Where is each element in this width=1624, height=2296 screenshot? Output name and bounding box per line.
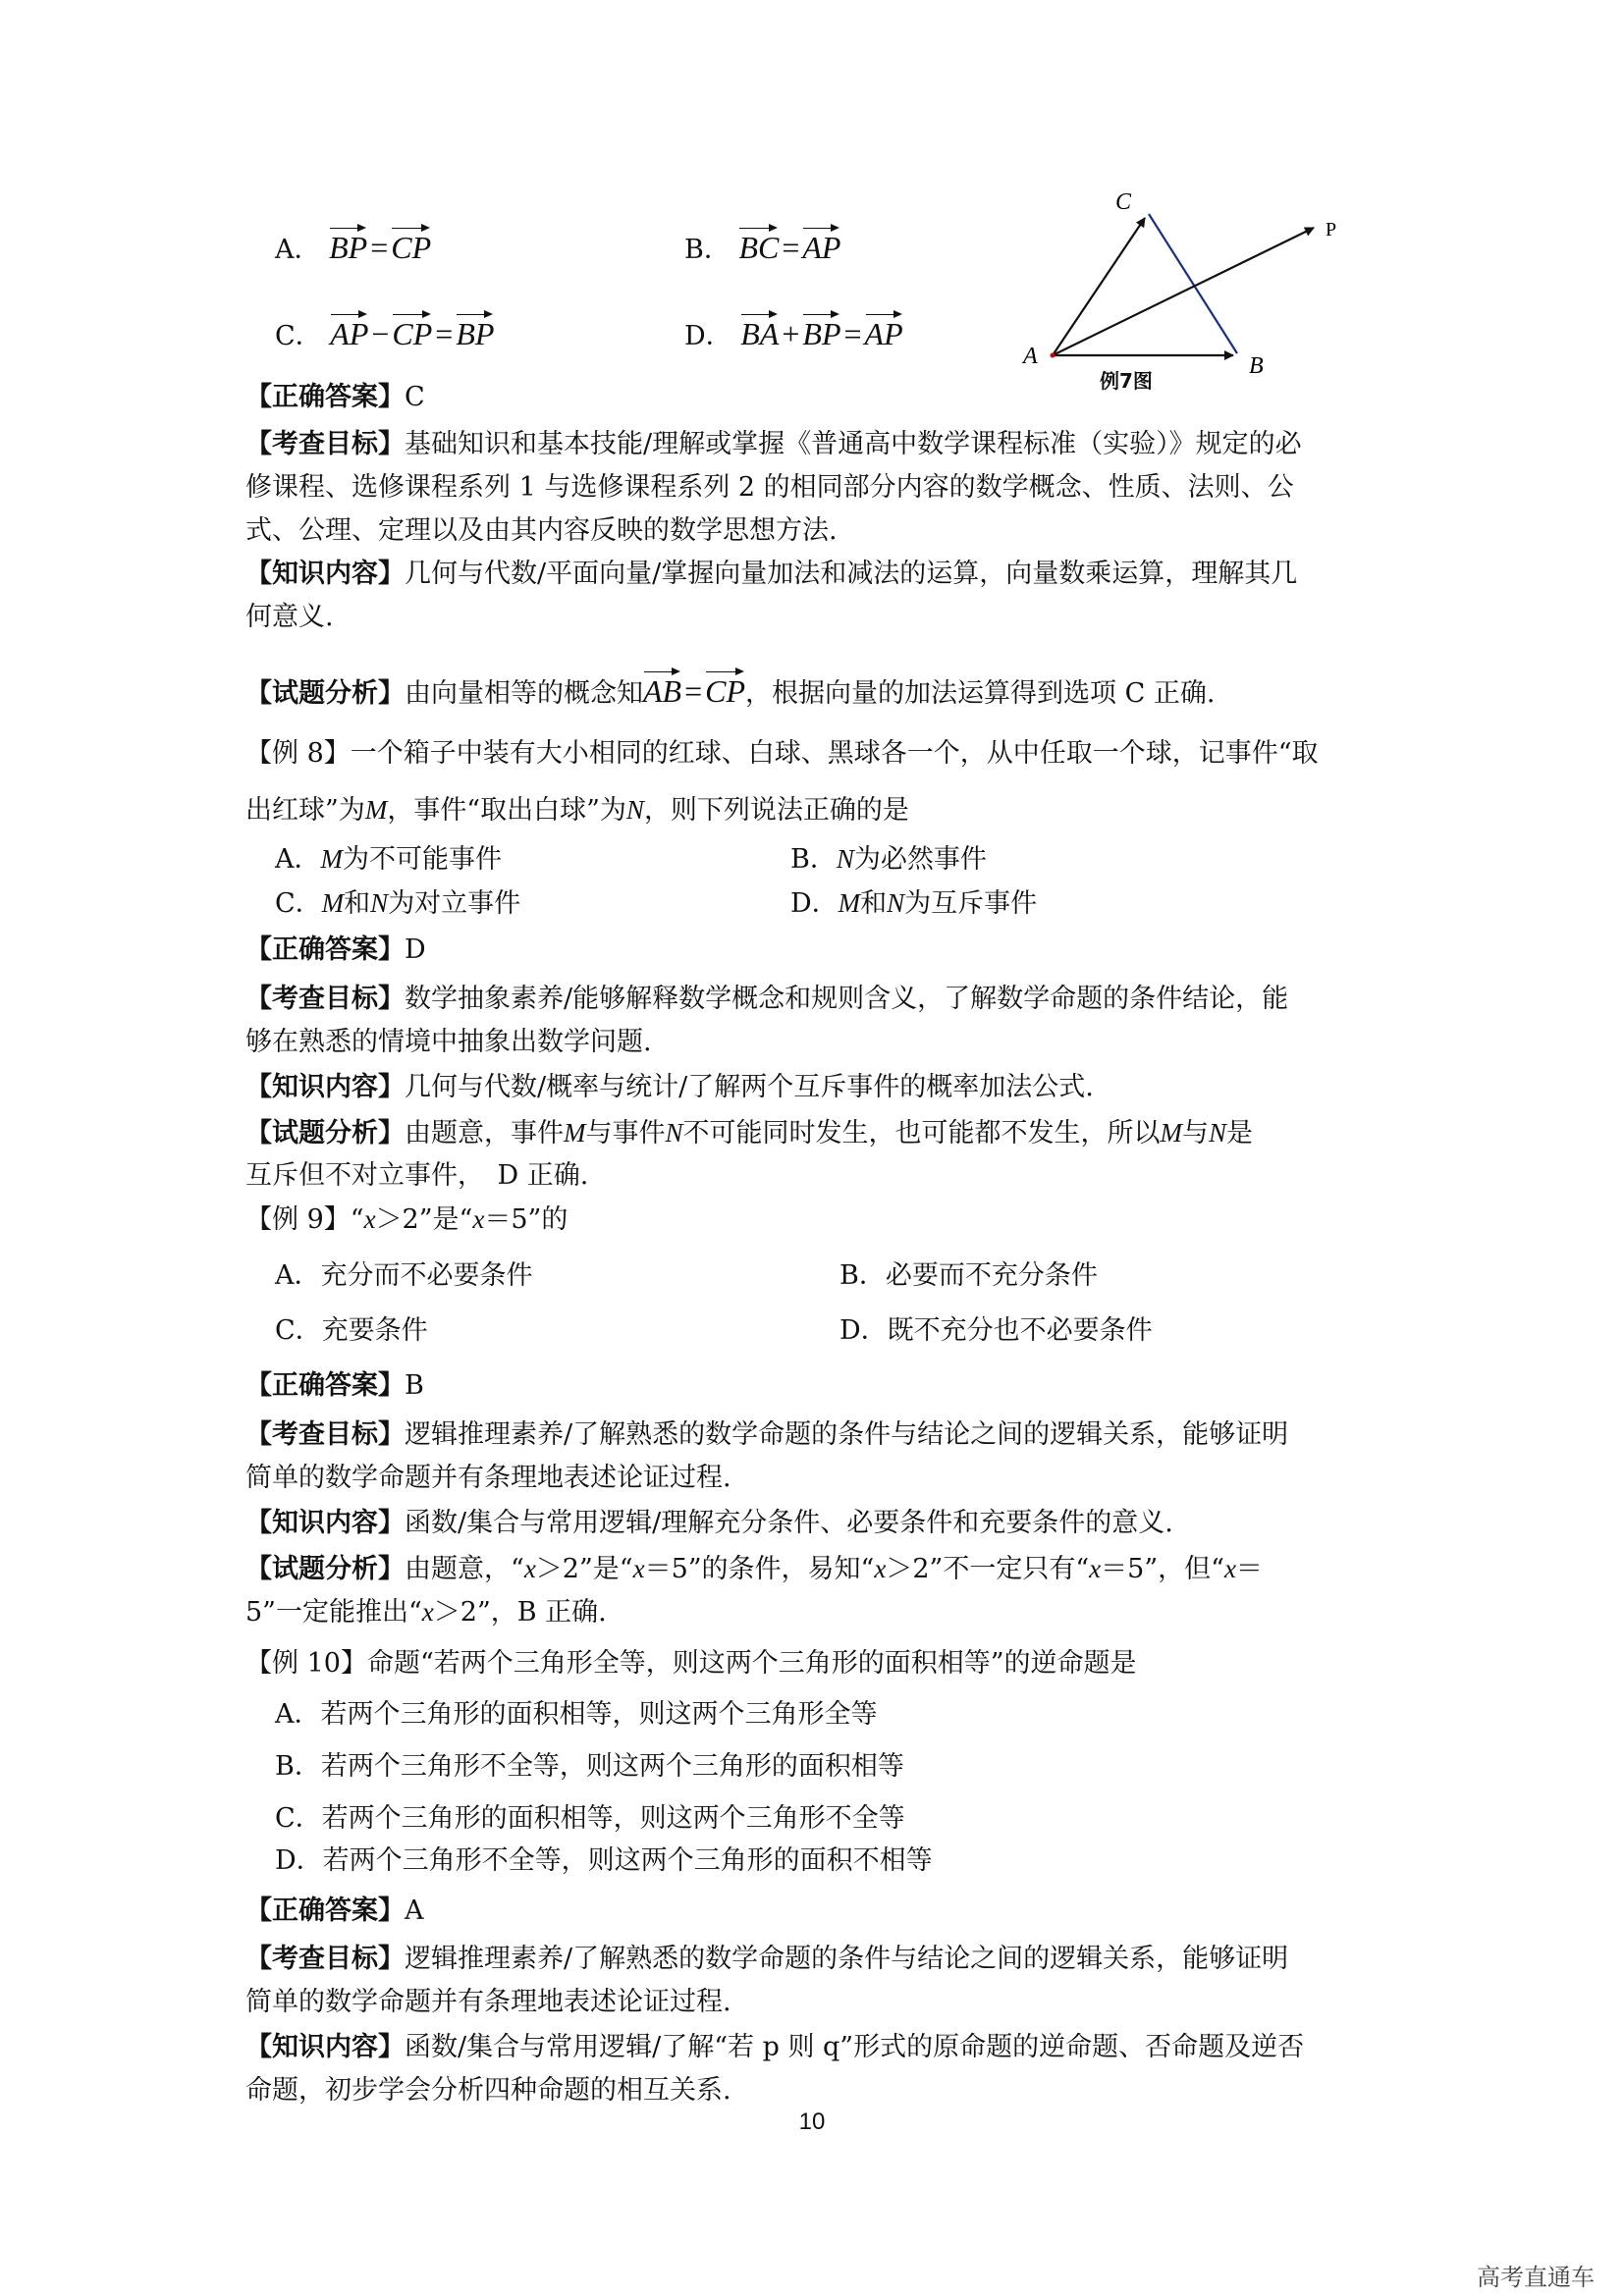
point-a-label: A bbox=[1023, 344, 1038, 369]
q7-goal-line1: 【考查目标】基础知识和基本技能/理解或掌握《普通高中数学课程标准（实验）》规定的必 bbox=[245, 429, 1302, 459]
q8-goal-line1: 【考查目标】数学抽象素养/能够解释数学概念和规则含义，了解数学命题的条件结论，能 bbox=[245, 984, 1289, 1014]
q10-option-a: A．若两个三角形的面积相等，则这两个三角形全等 bbox=[275, 1699, 878, 1730]
q8-analysis-line2: 互斥但不对立事件， D 正确. bbox=[245, 1160, 589, 1191]
page-number: 10 bbox=[798, 2109, 826, 2135]
q7-goal-line3: 式、公理、定理以及由其内容反映的数学思想方法. bbox=[245, 515, 838, 546]
vector: AP bbox=[865, 310, 903, 351]
q10-goal-line2: 简单的数学命题并有条理地表述论证过程. bbox=[245, 1987, 731, 2017]
q8-option-d: D．M和N为互斥事件 bbox=[790, 888, 1038, 919]
q8-option-a: A．M为不可能事件 bbox=[275, 844, 502, 875]
triangle-vector-figure bbox=[1001, 177, 1355, 373]
figure-caption: 例7图 bbox=[1100, 369, 1153, 393]
q9-analysis-line2: 5”一定能推出“x＞2”，B 正确. bbox=[245, 1597, 607, 1628]
q7-knowledge-line2: 何意义. bbox=[245, 602, 334, 632]
q10-stem: 【例 10】命题“若两个三角形全等，则这两个三角形的面积相等”的逆命题是 bbox=[245, 1648, 1137, 1679]
q7-analysis: 【试题分析】由向量相等的概念知AB=CP，根据向量的加法运算得到选项 C 正确. bbox=[245, 667, 1394, 714]
q10-knowledge-line1: 【知识内容】函数/集合与常用逻辑/了解“若 p 则 q”形式的原命题的逆命题、否命题及逆否 bbox=[245, 2032, 1305, 2062]
watermark: 高考直通车 bbox=[1477, 2264, 1595, 2291]
vector: BP bbox=[456, 310, 494, 351]
q8-stem-line1: 【例 8】一个箱子中装有大小相同的红球、白球、黑球各一个，从中任取一个球，记事件“取 bbox=[245, 738, 1319, 769]
q8-stem-line2: 出红球”为M，事件“取出白球”为N，则下列说法正确的是 bbox=[245, 795, 909, 826]
q8-goal-line2: 够在熟悉的情境中抽象出数学问题. bbox=[245, 1027, 652, 1057]
q7-option-a: A． BP=CP bbox=[275, 224, 431, 270]
q8-analysis-line1: 【试题分析】由题意，事件M与事件N不可能同时发生，也可能都不发生，所以M与N是 bbox=[245, 1118, 1254, 1148]
q9-option-c: C．充要条件 bbox=[275, 1315, 428, 1346]
segment-cb bbox=[1149, 214, 1237, 353]
q7-option-b: B． BC=AP bbox=[684, 224, 840, 270]
q9-goal-line2: 简单的数学命题并有条理地表述论证过程. bbox=[245, 1463, 731, 1493]
q7-knowledge-line1: 【知识内容】几何与代数/平面向量/掌握向量加法和减法的运算，向量数乘运算，理解其几 bbox=[245, 559, 1298, 589]
q9-option-b: B．必要而不充分条件 bbox=[839, 1260, 1098, 1291]
point-a bbox=[1051, 353, 1056, 358]
point-c-label: C bbox=[1115, 189, 1132, 215]
q8-option-b: B．N为必然事件 bbox=[790, 844, 987, 875]
q8-answer: 【正确答案】D bbox=[245, 934, 426, 965]
q9-goal-line1: 【考查目标】逻辑推理素养/了解熟悉的数学命题的条件与结论之间的逻辑关系，能够证明 bbox=[245, 1419, 1289, 1450]
q10-option-d: D．若两个三角形不全等，则这两个三角形的面积不相等 bbox=[275, 1845, 933, 1876]
vector: AB bbox=[643, 667, 681, 709]
q10-option-b: B．若两个三角形不全等，则这两个三角形的面积相等 bbox=[275, 1751, 904, 1782]
q7-goal-line2: 修课程、选修课程系列 1 与选修课程系列 2 的相同部分内容的数学概念、性质、法则、公 bbox=[245, 472, 1294, 503]
q9-option-a: A．充分而不必要条件 bbox=[275, 1260, 533, 1291]
q9-answer: 【正确答案】B bbox=[245, 1370, 424, 1401]
q9-option-d: D．既不充分也不必要条件 bbox=[839, 1315, 1153, 1346]
vector: AP bbox=[330, 310, 368, 351]
vector: BP bbox=[329, 224, 367, 265]
vector: BA bbox=[740, 310, 779, 351]
q7-answer: 【正确答案】C bbox=[245, 382, 425, 412]
point-b-label: B bbox=[1249, 353, 1264, 373]
vector: BC bbox=[738, 224, 779, 265]
q9-analysis-line1: 【试题分析】由题意，“x＞2”是“x＝5”的条件，易知“x＞2”不一定只有“x＝5”，但“x＝ bbox=[245, 1554, 1263, 1584]
q7-option-c: C． AP−CP=BP bbox=[275, 310, 494, 356]
vector-ap bbox=[1053, 228, 1314, 355]
vector: CP bbox=[705, 667, 745, 709]
q8-option-c: C．M和N为对立事件 bbox=[275, 888, 521, 919]
q8-knowledge: 【知识内容】几何与代数/概率与统计/了解两个互斥事件的概率加法公式. bbox=[245, 1072, 1094, 1102]
vector: AP bbox=[802, 224, 840, 265]
vector-ac bbox=[1053, 218, 1145, 355]
q9-knowledge: 【知识内容】函数/集合与常用逻辑/理解充分条件、必要条件和充要条件的意义. bbox=[245, 1508, 1173, 1538]
q10-answer: 【正确答案】A bbox=[245, 1896, 424, 1926]
q10-knowledge-line2: 命题，初步学会分析四种命题的相互关系. bbox=[245, 2075, 731, 2106]
vector: CP bbox=[392, 310, 432, 351]
q9-stem: 【例 9】“x＞2”是“x＝5”的 bbox=[245, 1204, 568, 1235]
q10-goal-line1: 【考查目标】逻辑推理素养/了解熟悉的数学命题的条件与结论之间的逻辑关系，能够证明 bbox=[245, 1944, 1289, 1974]
q10-option-c: C．若两个三角形的面积相等，则这两个三角形不全等 bbox=[275, 1803, 905, 1834]
vector: CP bbox=[391, 224, 431, 265]
q7-option-d: D． BA+BP=AP bbox=[684, 310, 903, 356]
point-p-label: P bbox=[1326, 219, 1337, 240]
vector: BP bbox=[802, 310, 840, 351]
